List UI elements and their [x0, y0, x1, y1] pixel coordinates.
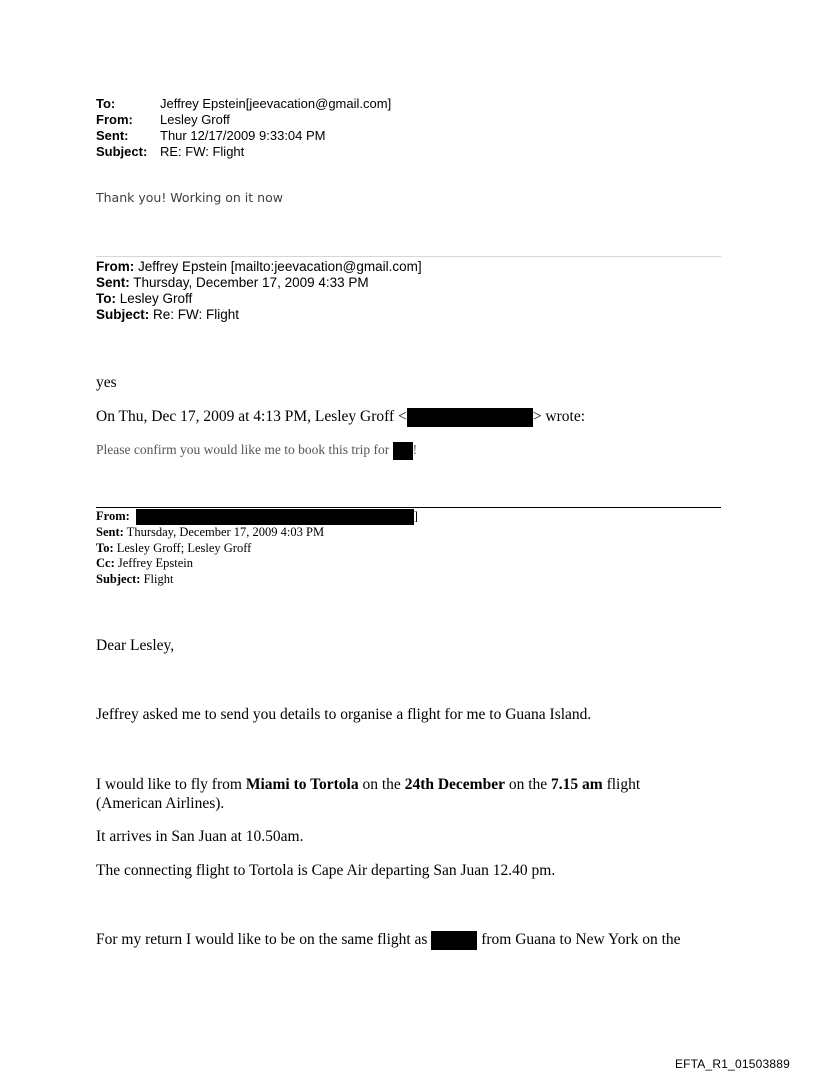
sent-value: Thur 12/17/2009 9:33:04 PM — [160, 128, 326, 143]
fwd1-sent-value: Thursday, December 17, 2009 4:33 PM — [129, 275, 369, 290]
fwd1-sent-row — [96, 275, 422, 291]
paragraph-flight-details — [96, 775, 640, 813]
header-to-row — [96, 96, 391, 112]
confirm-prefix: Please confirm you would like me to book this trip for — [96, 442, 393, 458]
fwd2-to-label: To: — [96, 540, 114, 555]
redaction-box — [407, 408, 533, 427]
fwd2-cc-value: Jeffrey Epstein — [114, 556, 193, 571]
header-sent-row — [96, 128, 391, 144]
fwd2-subject-row — [96, 572, 418, 588]
from-value: Lesley Groff — [160, 112, 230, 127]
fwd2-subject-label: Subject: — [96, 571, 141, 586]
fwd2-subject-value: Flight — [140, 571, 174, 586]
sent-label: Sent: — [96, 128, 129, 143]
fwd2-from-close: ] — [413, 509, 418, 523]
paragraph-arrival: It arrives in San Juan at 10.50am. — [96, 828, 304, 845]
from-label: From: — [96, 112, 133, 127]
fwd2-to-row — [96, 541, 418, 557]
subject-value: RE: FW: Flight — [160, 144, 245, 159]
divider-gray — [96, 256, 721, 257]
fwd2-sent-row — [96, 525, 418, 541]
header-from-row — [96, 112, 391, 128]
redaction-box — [393, 442, 413, 460]
flight-details-line-1 — [96, 775, 640, 794]
redaction-box — [136, 509, 414, 525]
greeting: Dear Lesley, — [96, 637, 175, 654]
return-suffix: from Guana to New York on the — [477, 931, 681, 949]
to-label: To: — [96, 96, 116, 111]
quoted-intro — [96, 408, 585, 427]
fwd1-from-value: Jeffrey Epstein [mailto:jeevacation@gmail.com] — [134, 259, 422, 274]
document-id: EFTA_R1_01503889 — [674, 1057, 790, 1071]
fwd2-cc-row — [96, 556, 418, 572]
yes-text: yes — [96, 374, 117, 391]
fwd1-subject-value: Re: FW: Flight — [149, 307, 240, 322]
fwd1-from-label: From: — [96, 259, 135, 274]
flight-time: 7.15 am — [551, 776, 603, 793]
flight-text: flight — [602, 776, 641, 793]
quoted-intro-prefix: On Thu, Dec 17, 2009 at 4:13 PM, Lesley Groff < — [96, 408, 407, 426]
email-header — [96, 96, 391, 160]
fwd2-sent-value: Thursday, December 17, 2009 4:03 PM — [123, 525, 325, 540]
reply-text: Thank you! Working on it now — [96, 190, 283, 205]
forwarded-header-2 — [96, 509, 418, 587]
to-value: Jeffrey Epstein[jeevacation@gmail.com] — [160, 96, 392, 111]
forwarded-header-1 — [96, 259, 422, 323]
fwd1-subject-label: Subject: — [96, 307, 150, 322]
paragraph-request: Jeffrey asked me to send you details to organise a flight for me to Guana Island. — [96, 706, 592, 723]
flight-date: 24th December — [404, 776, 505, 793]
fwd2-from-row — [96, 509, 418, 525]
flight-details-line-2: (American Airlines). — [96, 795, 225, 812]
return-prefix: For my return I would like to be on the same flight as — [96, 931, 432, 949]
fwd1-from-row — [96, 259, 422, 275]
quoted-intro-suffix: > wrote: — [532, 408, 586, 426]
fwd1-to-label: To: — [96, 291, 116, 306]
flight-text: on the — [504, 776, 552, 793]
header-subject-row — [96, 144, 391, 160]
subject-label: Subject: — [96, 144, 148, 159]
flight-text: I would like to fly from — [96, 776, 246, 793]
fwd2-cc-label: Cc: — [96, 556, 115, 571]
fwd1-to-row — [96, 291, 422, 307]
paragraph-return — [96, 931, 681, 950]
divider-black — [96, 507, 721, 508]
flight-text: on the — [358, 776, 405, 793]
confirm-suffix: ! — [412, 442, 418, 458]
fwd1-to-value: Lesley Groff — [116, 291, 193, 306]
fwd2-from-label: From: — [96, 509, 130, 523]
flight-route: Miami to Tortola — [245, 776, 359, 793]
paragraph-connection: The connecting flight to Tortola is Cape Air departing San Juan 12.40 pm. — [96, 862, 556, 879]
quoted-confirm — [96, 442, 417, 460]
fwd2-sent-label: Sent: — [96, 525, 124, 540]
fwd1-sent-label: Sent: — [96, 275, 130, 290]
redaction-box — [431, 931, 477, 950]
fwd1-subject-row — [96, 307, 422, 323]
fwd2-to-value: Lesley Groff; Lesley Groff — [113, 540, 252, 555]
